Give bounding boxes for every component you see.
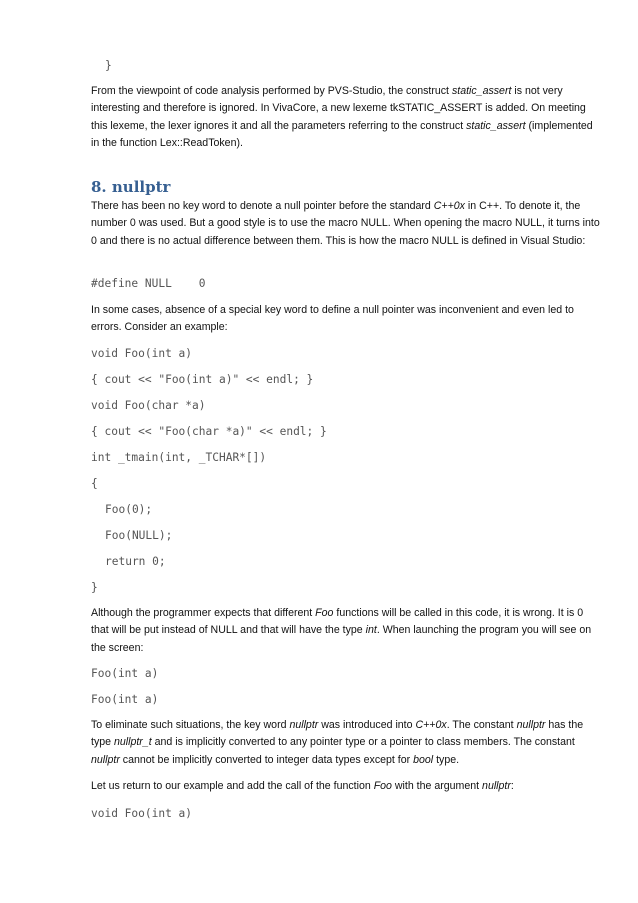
emphasis: Foo	[373, 780, 392, 792]
paragraph-null-intro	[91, 198, 601, 250]
emphasis: bool	[413, 753, 434, 766]
code-line: return 0;	[105, 555, 166, 568]
text-run: . The constant	[446, 719, 517, 731]
code-line: Foo(0);	[105, 503, 153, 516]
code-line: void Foo(int a)	[91, 807, 193, 820]
code-output-line: Foo(int a)	[91, 693, 159, 706]
code-line: int _tmain(int, _TCHAR*[])	[91, 451, 267, 464]
emphasis: static_assert	[451, 85, 512, 97]
text-run: :	[510, 780, 514, 792]
text-run: type.	[433, 753, 460, 766]
code-define-null: #define NULL 0	[91, 277, 206, 290]
paragraph-nullptr-intro	[91, 717, 601, 769]
text-run: and is implicitly converted to any pointer type or a pointer to class members. The constant	[151, 736, 575, 749]
code-line: void Foo(int a)	[91, 347, 193, 360]
text-run: Let us return to our example and add the call of the function	[91, 780, 374, 792]
code-line-closing-brace: }	[105, 59, 112, 72]
text-run: has the type	[91, 719, 584, 749]
text-run: with the argument	[391, 780, 483, 792]
code-line: {	[91, 477, 98, 490]
text-run: From the viewpoint of code analysis performed by PVS-Studio, the construct	[91, 85, 452, 97]
text-run: There has been no key word to denote a null pointer before the standard	[91, 200, 434, 212]
emphasis: int	[365, 624, 377, 637]
code-line: void Foo(char *a)	[91, 399, 206, 412]
text-run: is not very interesting and therefore is ignored. In VivaCore, a new lexeme tkSTATIC_ASSERT is added. On meeting this lexeme, the lexer ignores it and all the parameters referring to the construct	[91, 85, 586, 132]
emphasis: Foo	[315, 607, 334, 619]
paragraph-null-errors: In some cases, absence of a special key word to define a null pointer was inconvenient and even led to errors. Consider an example:	[91, 304, 574, 334]
emphasis: nullptr	[482, 780, 511, 792]
text-run: functions will be called in this code, it is wrong. It is 0 that will be put instead of NULL and that will have the type	[91, 607, 584, 637]
text-run: (implemented in the function Lex::ReadToken).	[91, 119, 593, 149]
text-run: To eliminate such situations, the key word	[91, 719, 290, 731]
emphasis: nullptr	[91, 753, 120, 766]
emphasis: nullptr_t	[113, 736, 152, 749]
emphasis: C++0x	[433, 200, 465, 212]
text-run: cannot be implicitly converted to integer data types except for	[119, 753, 414, 766]
code-line: }	[91, 581, 98, 594]
code-line: { cout << "Foo(int a)" << endl; }	[91, 373, 314, 386]
text-run: Although the programmer expects that different	[91, 607, 316, 619]
emphasis: C++0x	[415, 719, 447, 731]
text-run: in C++. To denote it, the number 0 was used. But a good style is to use the macro NULL. When opening the macro NULL, it turns into 0 and there is no actual difference between them. This is how the macro NULL is defined in Visual Studio:	[91, 200, 600, 247]
code-line: Foo(NULL);	[105, 529, 173, 542]
code-line: { cout << "Foo(char *a)" << endl; }	[91, 425, 327, 438]
paragraph-return-example	[91, 778, 601, 795]
text-run: . When launching the program you will see on the screen:	[91, 624, 592, 654]
text-run: was introduced into	[318, 719, 416, 731]
paragraph-foo-explanation	[91, 605, 601, 657]
paragraph-static-assert	[91, 83, 601, 152]
code-output-line: Foo(int a)	[91, 667, 159, 680]
emphasis: nullptr	[516, 719, 546, 731]
emphasis: nullptr	[289, 719, 319, 731]
section-heading: 8. nullptr	[91, 178, 171, 196]
emphasis: static_assert	[466, 119, 526, 132]
